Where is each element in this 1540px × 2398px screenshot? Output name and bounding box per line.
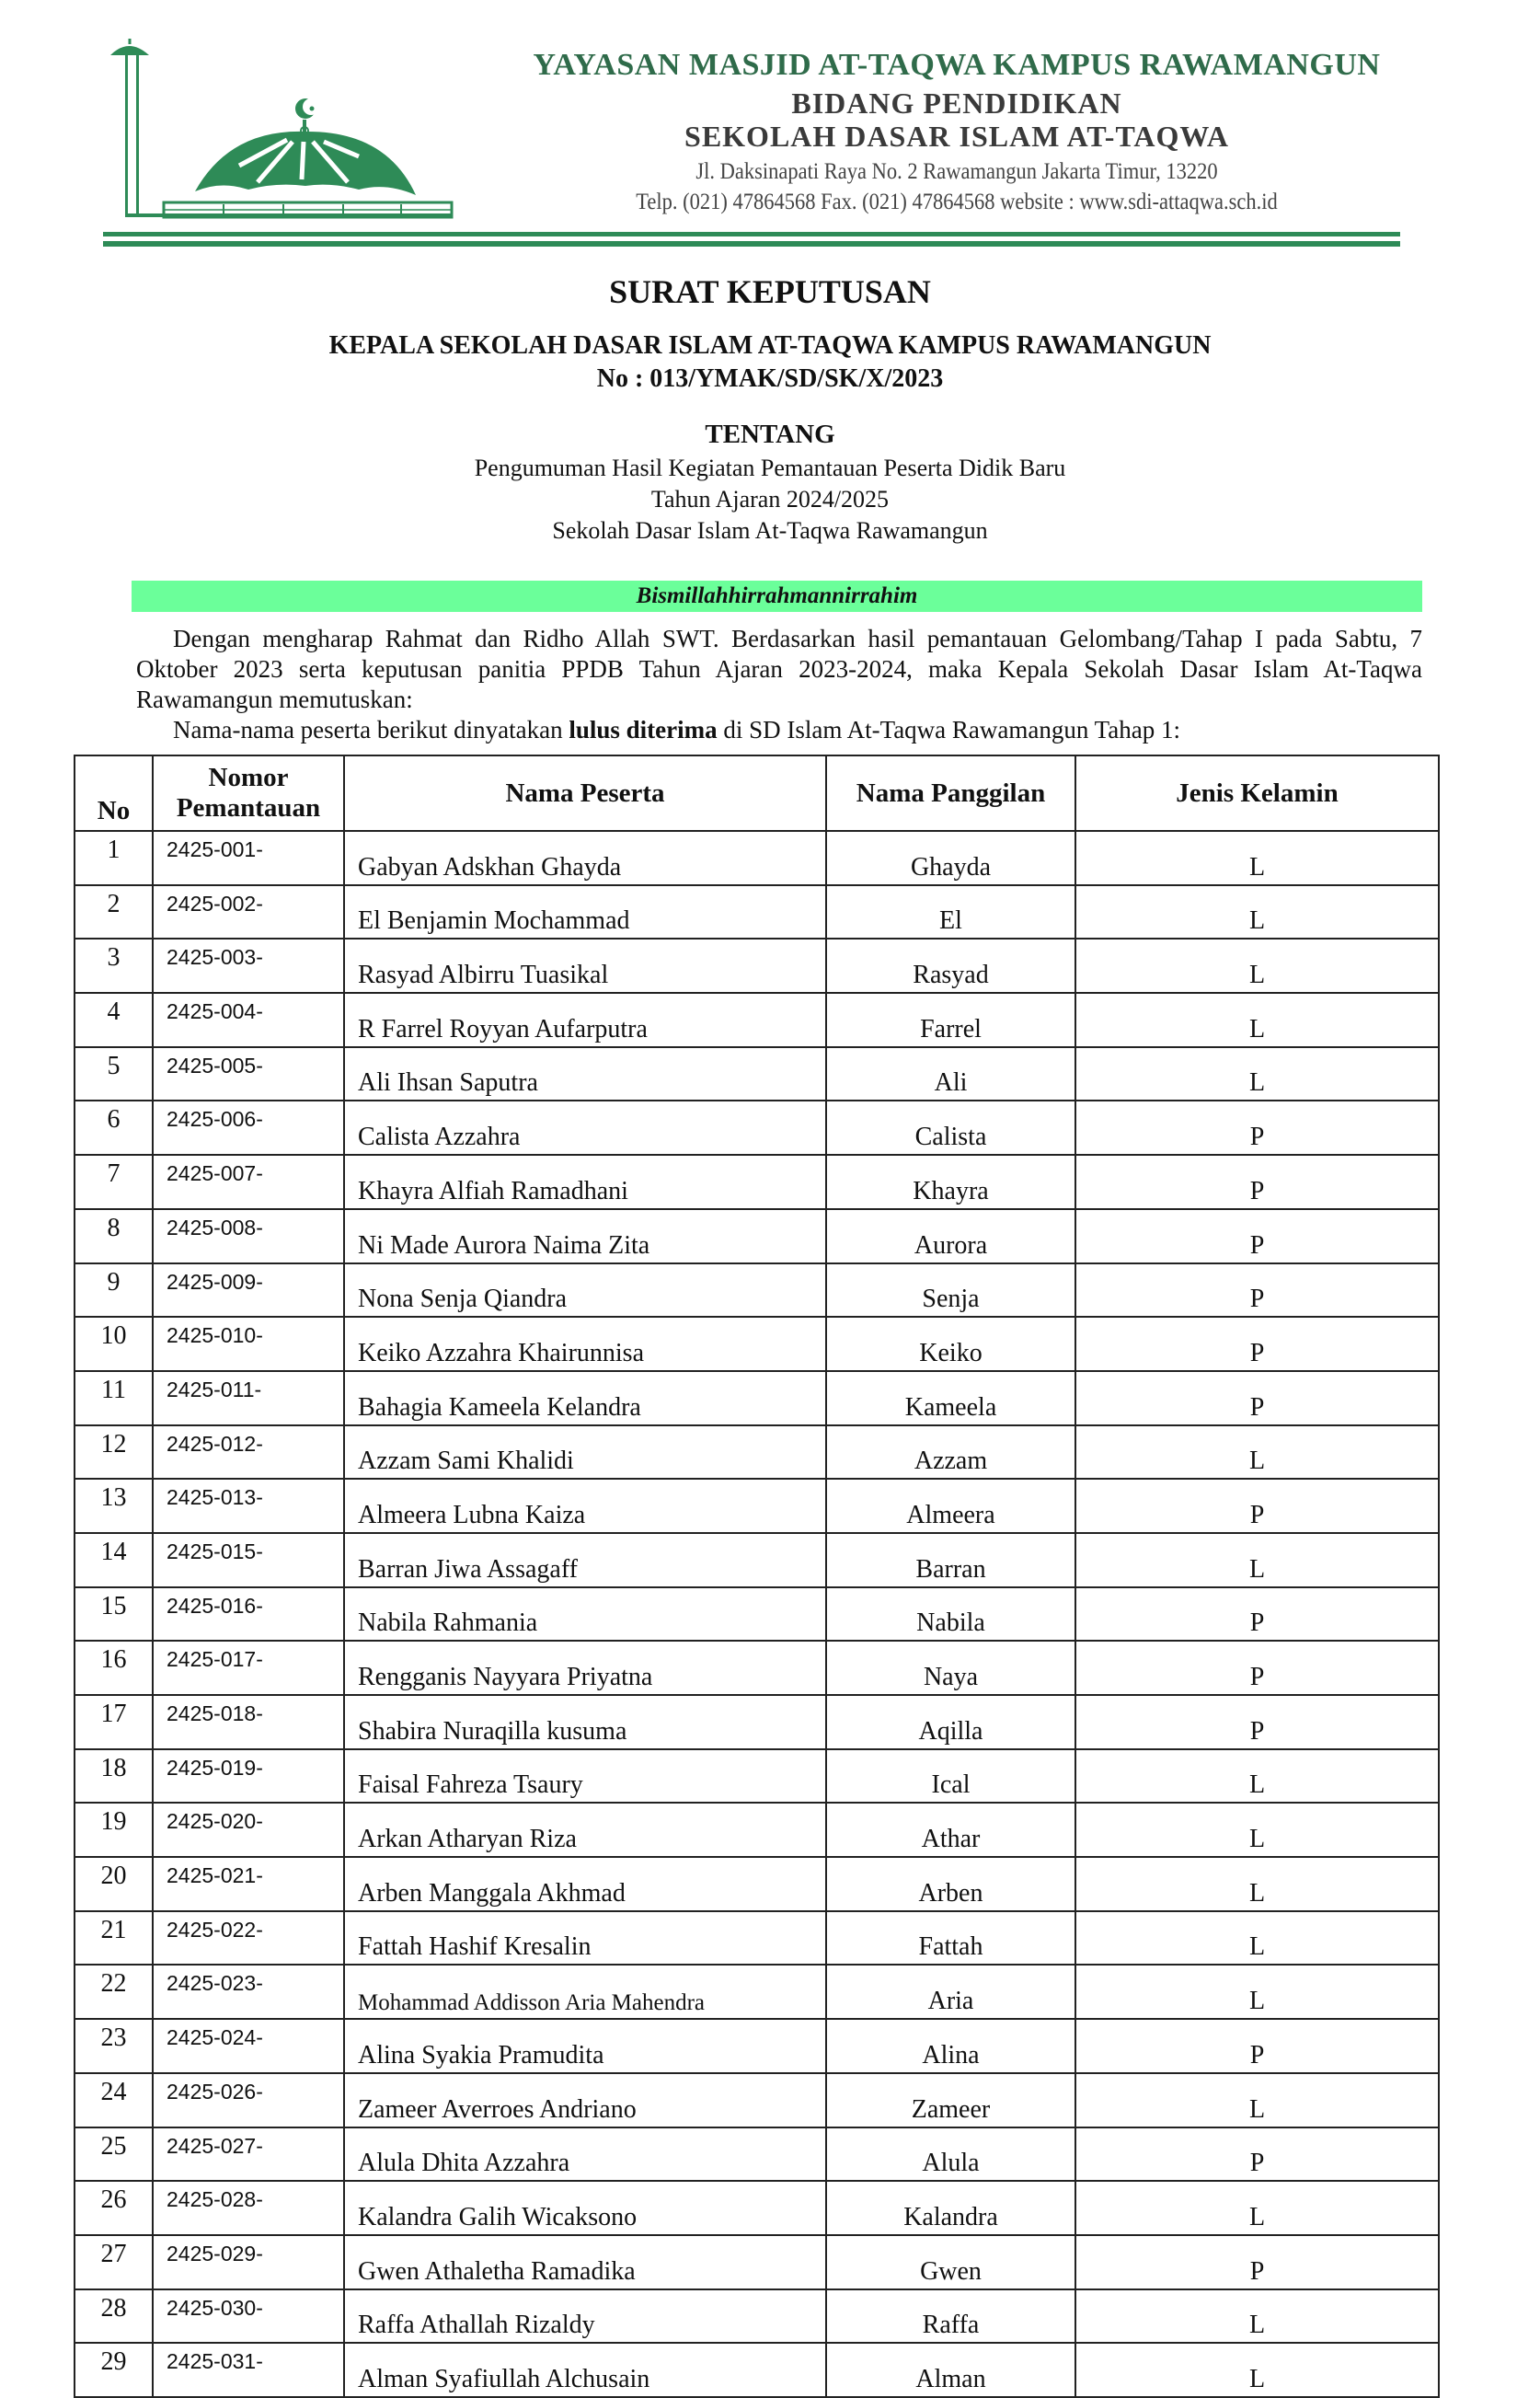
- cell-nickname: Alina: [826, 2019, 1075, 2073]
- cell-monitoring-number: 2425-031-: [153, 2343, 344, 2397]
- cell-monitoring-number: 2425-015-: [153, 1533, 344, 1587]
- cell-student-name: Almeera Lubna Kaiza: [344, 1479, 826, 1533]
- statement-emphasis: lulus diterima: [569, 716, 718, 744]
- acceptance-statement: [136, 715, 1422, 745]
- cell-no: 13: [75, 1479, 153, 1533]
- cell-no: 20: [75, 1857, 153, 1911]
- cell-no: 12: [75, 1425, 153, 1480]
- cell-student-name: Calista Azzahra: [344, 1101, 826, 1155]
- cell-nickname: Nabila: [826, 1587, 1075, 1642]
- cell-nickname: Keiko: [826, 1317, 1075, 1371]
- cell-monitoring-number: 2425-021-: [153, 1857, 344, 1911]
- cell-student-name: Ni Made Aurora Naima Zita: [344, 1209, 826, 1263]
- cell-gender: L: [1075, 1965, 1439, 2019]
- cell-student-name: Bahagia Kameela Kelandra: [344, 1371, 826, 1425]
- cell-no: 15: [75, 1587, 153, 1642]
- cell-gender: P: [1075, 1587, 1439, 1642]
- cell-no: 8: [75, 1209, 153, 1263]
- cell-monitoring-number: 2425-020-: [153, 1803, 344, 1857]
- cell-no: 23: [75, 2019, 153, 2073]
- cell-monitoring-number: 2425-002-: [153, 885, 344, 940]
- cell-no: 5: [75, 1047, 153, 1101]
- header-nickname: Nama Panggilan: [826, 755, 1075, 831]
- cell-gender: P: [1075, 2019, 1439, 2073]
- basmala-banner: Bismillahhirrahmannirrahim: [132, 581, 1422, 612]
- cell-nickname: Zameer: [826, 2073, 1075, 2127]
- cell-gender: P: [1075, 1263, 1439, 1318]
- cell-gender: P: [1075, 1155, 1439, 1209]
- table-row: [75, 2019, 1439, 2073]
- cell-nickname: Azzam: [826, 1425, 1075, 1480]
- cell-no: 17: [75, 1695, 153, 1749]
- cell-student-name: R Farrel Royyan Aufarputra: [344, 993, 826, 1047]
- statement-text: di SD Islam At-Taqwa Rawamangun Tahap 1:: [717, 716, 1180, 744]
- cell-monitoring-number: 2425-006-: [153, 1101, 344, 1155]
- about-heading: TENTANG: [705, 420, 835, 449]
- cell-nickname: Gwen: [826, 2235, 1075, 2289]
- cell-student-name: Raffa Athallah Rizaldy: [344, 2289, 826, 2344]
- cell-gender: L: [1075, 1533, 1439, 1587]
- cell-monitoring-number: 2425-005-: [153, 1047, 344, 1101]
- cell-student-name: Barran Jiwa Assagaff: [344, 1533, 826, 1587]
- cell-nickname: Calista: [826, 1101, 1075, 1155]
- cell-gender: P: [1075, 1101, 1439, 1155]
- cell-monitoring-number: 2425-009-: [153, 1263, 344, 1318]
- statement-text: Nama-nama peserta berikut dinyatakan: [173, 716, 569, 744]
- cell-gender: L: [1075, 1911, 1439, 1966]
- table-row: [75, 2235, 1439, 2289]
- cell-no: 27: [75, 2235, 153, 2289]
- document-issuer: KEPALA SEKOLAH DASAR ISLAM AT-TAQWA KAMPUS RAWAMANGUN: [328, 331, 1212, 360]
- table-row: [75, 1425, 1439, 1480]
- cell-gender: L: [1075, 885, 1439, 940]
- table-row: [75, 831, 1439, 885]
- header-no: No: [75, 755, 153, 831]
- cell-monitoring-number: 2425-003-: [153, 939, 344, 993]
- cell-nickname: Almeera: [826, 1479, 1075, 1533]
- cell-student-name: Alina Syakia Pramudita: [344, 2019, 826, 2073]
- cell-nickname: El: [826, 885, 1075, 940]
- subject-line: Pengumuman Hasil Kegiatan Pemantauan Peserta Didik Baru: [474, 455, 1066, 481]
- cell-no: 22: [75, 1965, 153, 2019]
- cell-nickname: Kalandra: [826, 2181, 1075, 2235]
- cell-student-name: Alula Dhita Azzahra: [344, 2127, 826, 2182]
- cell-monitoring-number: 2425-010-: [153, 1317, 344, 1371]
- table-row: [75, 885, 1439, 940]
- cell-gender: P: [1075, 1371, 1439, 1425]
- cell-nickname: Ali: [826, 1047, 1075, 1101]
- foundation-name: YAYASAN MASJID AT-TAQWA KAMPUS RAWAMANGUN: [533, 48, 1381, 82]
- cell-monitoring-number: 2425-011-: [153, 1371, 344, 1425]
- cell-nickname: Aria: [826, 1965, 1075, 2019]
- table-row: [75, 2127, 1439, 2182]
- cell-no: 1: [75, 831, 153, 885]
- cell-gender: L: [1075, 831, 1439, 885]
- cell-monitoring-number: 2425-007-: [153, 1155, 344, 1209]
- cell-monitoring-number: 2425-022-: [153, 1911, 344, 1966]
- cell-monitoring-number: 2425-029-: [153, 2235, 344, 2289]
- cell-no: 19: [75, 1803, 153, 1857]
- letterhead-divider: [103, 241, 1400, 247]
- table-row: [75, 1371, 1439, 1425]
- cell-student-name: Khayra Alfiah Ramadhani: [344, 1155, 826, 1209]
- table-row: [75, 1533, 1439, 1587]
- cell-nickname: Naya: [826, 1641, 1075, 1695]
- header-monitoring-number: [153, 755, 344, 831]
- table-header-row: [75, 755, 1439, 831]
- cell-student-name: Fattah Hashif Kresalin: [344, 1911, 826, 1966]
- cell-student-name: Azzam Sami Khalidi: [344, 1425, 826, 1480]
- cell-gender: L: [1075, 1749, 1439, 1804]
- cell-gender: L: [1075, 939, 1439, 993]
- header-gender: Jenis Kelamin: [1075, 755, 1439, 831]
- cell-no: 3: [75, 939, 153, 993]
- accepted-students-table: [74, 755, 1440, 2398]
- cell-nickname: Farrel: [826, 993, 1075, 1047]
- table-row: [75, 1209, 1439, 1263]
- table-row: [75, 939, 1439, 993]
- table-row: [75, 1101, 1439, 1155]
- cell-monitoring-number: 2425-016-: [153, 1587, 344, 1642]
- intro-paragraph: Dengan mengharap Rahmat dan Ridho Allah SWT. Berdasarkan hasil pemantauan Gelombang/Tahap I pada Sabtu, 7 Oktober 2023 serta keputusan panitia PPDB Tahun Ajaran 2023-2024, maka Kepala Sekolah Dasar Islam At-Taqwa Rawamangun memutuskan:: [136, 625, 1422, 713]
- table-row: [75, 2181, 1439, 2235]
- cell-nickname: Aurora: [826, 1209, 1075, 1263]
- cell-student-name: Keiko Azzahra Khairunnisa: [344, 1317, 826, 1371]
- cell-gender: P: [1075, 2127, 1439, 2182]
- cell-no: 29: [75, 2343, 153, 2397]
- cell-student-name: Mohammad Addisson Aria Mahendra: [344, 1965, 826, 2019]
- cell-gender: P: [1075, 2235, 1439, 2289]
- cell-no: 28: [75, 2289, 153, 2344]
- cell-monitoring-number: 2425-017-: [153, 1641, 344, 1695]
- cell-student-name: Rengganis Nayyara Priyatna: [344, 1641, 826, 1695]
- table-row: [75, 1479, 1439, 1533]
- cell-nickname: Ical: [826, 1749, 1075, 1804]
- table-row: [75, 1911, 1439, 1966]
- cell-no: 14: [75, 1533, 153, 1587]
- cell-nickname: Kameela: [826, 1371, 1075, 1425]
- table-row: [75, 2343, 1439, 2397]
- cell-no: 7: [75, 1155, 153, 1209]
- cell-monitoring-number: 2425-001-: [153, 831, 344, 885]
- cell-monitoring-number: 2425-013-: [153, 1479, 344, 1533]
- cell-monitoring-number: 2425-023-: [153, 1965, 344, 2019]
- table-row: [75, 1695, 1439, 1749]
- cell-no: 18: [75, 1749, 153, 1804]
- cell-gender: L: [1075, 1425, 1439, 1480]
- subject-line: Tahun Ajaran 2024/2025: [650, 486, 890, 513]
- table-row: [75, 1803, 1439, 1857]
- cell-no: 4: [75, 993, 153, 1047]
- table-row: [75, 2073, 1439, 2127]
- cell-monitoring-number: 2425-012-: [153, 1425, 344, 1480]
- cell-nickname: Aqilla: [826, 1695, 1075, 1749]
- cell-gender: L: [1075, 2181, 1439, 2235]
- cell-gender: L: [1075, 2343, 1439, 2397]
- header-student-name: Nama Peserta: [344, 755, 826, 831]
- cell-student-name: Alman Syafiullah Alchusain: [344, 2343, 826, 2397]
- cell-monitoring-number: 2425-028-: [153, 2181, 344, 2235]
- cell-student-name: Nona Senja Qiandra: [344, 1263, 826, 1318]
- cell-monitoring-number: 2425-030-: [153, 2289, 344, 2344]
- cell-no: 24: [75, 2073, 153, 2127]
- table-row: [75, 993, 1439, 1047]
- header-text: Nomor: [208, 763, 289, 792]
- cell-student-name: Arkan Atharyan Riza: [344, 1803, 826, 1857]
- cell-student-name: Shabira Nuraqilla kusuma: [344, 1695, 826, 1749]
- cell-student-name: Rasyad Albirru Tuasikal: [344, 939, 826, 993]
- cell-nickname: Senja: [826, 1263, 1075, 1318]
- table-row: [75, 1317, 1439, 1371]
- document-number: No : 013/YMAK/SD/SK/X/2023: [596, 364, 944, 393]
- cell-gender: L: [1075, 1857, 1439, 1911]
- cell-student-name: Arben Manggala Akhmad: [344, 1857, 826, 1911]
- cell-no: 26: [75, 2181, 153, 2235]
- cell-gender: P: [1075, 1641, 1439, 1695]
- cell-student-name: Nabila Rahmania: [344, 1587, 826, 1642]
- cell-no: 16: [75, 1641, 153, 1695]
- cell-student-name: El Benjamin Mochammad: [344, 885, 826, 940]
- division-name: BIDANG PENDIDIKAN: [791, 86, 1122, 120]
- cell-gender: P: [1075, 1317, 1439, 1371]
- cell-nickname: Alula: [826, 2127, 1075, 2182]
- cell-student-name: Ali Ihsan Saputra: [344, 1047, 826, 1101]
- table-row: [75, 1641, 1439, 1695]
- cell-nickname: Alman: [826, 2343, 1075, 2397]
- cell-no: 2: [75, 885, 153, 940]
- table-row: [75, 2289, 1439, 2344]
- cell-no: 10: [75, 1317, 153, 1371]
- subject-line: Sekolah Dasar Islam At-Taqwa Rawamangun: [552, 517, 988, 544]
- cell-nickname: Fattah: [826, 1911, 1075, 1966]
- cell-student-name: Zameer Averroes Andriano: [344, 2073, 826, 2127]
- table-row: [75, 1047, 1439, 1101]
- header-text: Pemantauan: [176, 793, 321, 823]
- cell-no: 11: [75, 1371, 153, 1425]
- cell-gender: L: [1075, 2073, 1439, 2127]
- table-row: [75, 1749, 1439, 1804]
- table-body: [75, 831, 1439, 2397]
- cell-gender: P: [1075, 1209, 1439, 1263]
- table-row: [75, 1587, 1439, 1642]
- cell-student-name: Faisal Fahreza Tsaury: [344, 1749, 826, 1804]
- school-address: Jl. Daksinapati Raya No. 2 Rawamangun Jakarta Timur, 13220: [695, 159, 1218, 184]
- document-title: SURAT KEPUTUSAN: [609, 273, 931, 310]
- cell-nickname: Khayra: [826, 1155, 1075, 1209]
- school-logo: [92, 28, 478, 267]
- cell-monitoring-number: 2425-027-: [153, 2127, 344, 2182]
- cell-nickname: Arben: [826, 1857, 1075, 1911]
- cell-nickname: Athar: [826, 1803, 1075, 1857]
- cell-student-name: Kalandra Galih Wicaksono: [344, 2181, 826, 2235]
- cell-nickname: Ghayda: [826, 831, 1075, 885]
- table-row: [75, 1263, 1439, 1318]
- cell-student-name: Gabyan Adskhan Ghayda: [344, 831, 826, 885]
- cell-no: 21: [75, 1911, 153, 1966]
- table-row: [75, 1857, 1439, 1911]
- cell-gender: L: [1075, 1803, 1439, 1857]
- table-row: [75, 1965, 1439, 2019]
- cell-student-name: Gwen Athaletha Ramadika: [344, 2235, 826, 2289]
- cell-gender: P: [1075, 1479, 1439, 1533]
- cell-monitoring-number: 2425-019-: [153, 1749, 344, 1804]
- cell-monitoring-number: 2425-004-: [153, 993, 344, 1047]
- school-name: SEKOLAH DASAR ISLAM AT-TAQWA: [684, 120, 1229, 153]
- cell-monitoring-number: 2425-018-: [153, 1695, 344, 1749]
- cell-monitoring-number: 2425-008-: [153, 1209, 344, 1263]
- cell-nickname: Barran: [826, 1533, 1075, 1587]
- cell-nickname: Raffa: [826, 2289, 1075, 2344]
- cell-gender: P: [1075, 1695, 1439, 1749]
- table-row: [75, 1155, 1439, 1209]
- mosque-dome-minaret-icon: [92, 28, 478, 267]
- cell-no: 9: [75, 1263, 153, 1318]
- cell-monitoring-number: 2425-026-: [153, 2073, 344, 2127]
- cell-gender: L: [1075, 2289, 1439, 2344]
- cell-gender: L: [1075, 1047, 1439, 1101]
- cell-monitoring-number: 2425-024-: [153, 2019, 344, 2073]
- cell-gender: L: [1075, 993, 1439, 1047]
- cell-no: 25: [75, 2127, 153, 2182]
- intro-section: [136, 624, 1422, 745]
- letterhead-divider: [103, 232, 1400, 236]
- cell-nickname: Rasyad: [826, 939, 1075, 993]
- cell-no: 6: [75, 1101, 153, 1155]
- school-contact: Telp. (021) 47864568 Fax. (021) 47864568 website : www.sdi-attaqwa.sch.id: [636, 190, 1278, 214]
